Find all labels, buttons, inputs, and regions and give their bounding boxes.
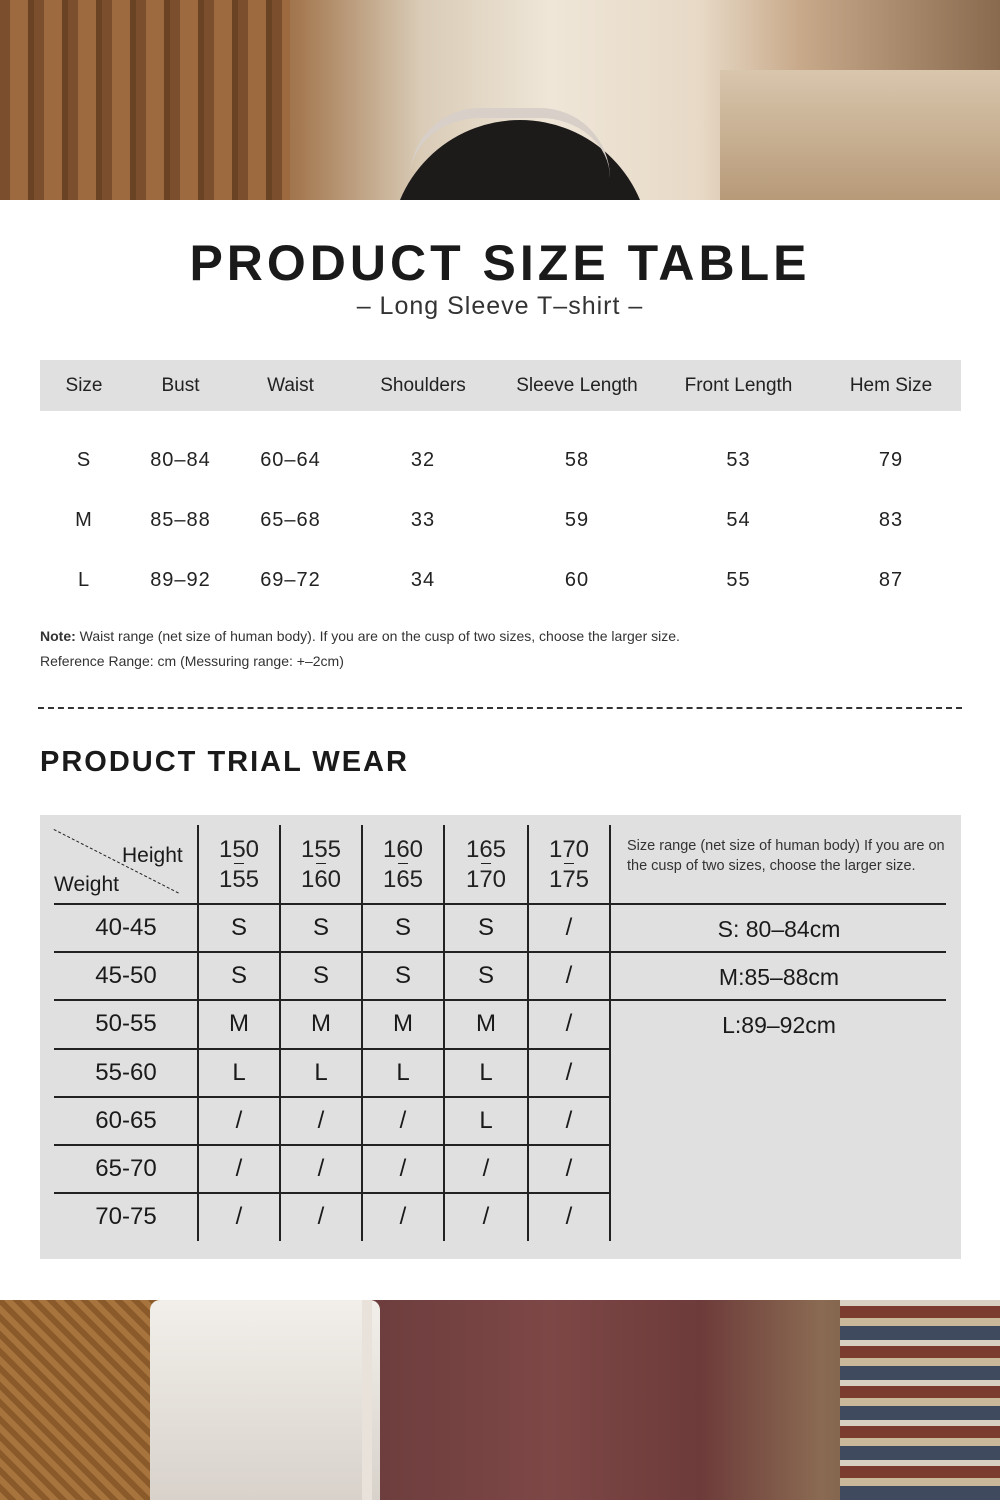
height-from: 150 bbox=[218, 836, 260, 863]
size-recommendation-cell: M bbox=[393, 1010, 413, 1038]
size-recommendation-cell: / bbox=[565, 1155, 573, 1183]
height-range-header bbox=[280, 825, 362, 904]
size-recommendation-cell: / bbox=[565, 1106, 573, 1134]
size-cell: L bbox=[77, 568, 91, 591]
book-stack bbox=[840, 1300, 1000, 1500]
size-recommendation-cell: S bbox=[230, 914, 247, 942]
trial-wear-title: PRODUCT TRIAL WEAR bbox=[40, 746, 409, 778]
size-cell: 55 bbox=[726, 568, 751, 591]
reference-range: Reference Range: cm (Messuring range: +–2cm) bbox=[40, 653, 344, 669]
size-recommendation-cell: M bbox=[311, 1010, 331, 1038]
height-range-header bbox=[362, 825, 444, 904]
size-cell: 58 bbox=[564, 448, 590, 471]
size-recommendation-cell: / bbox=[317, 1155, 325, 1183]
size-recommendation-cell: / bbox=[482, 1203, 490, 1231]
size-recommendation-cell: / bbox=[317, 1203, 325, 1231]
wooden-slats bbox=[0, 0, 290, 200]
size-recommendation-cell: / bbox=[235, 1155, 243, 1183]
height-from: 165 bbox=[465, 836, 507, 863]
height-range-header bbox=[444, 825, 528, 904]
size-note bbox=[40, 624, 680, 674]
size-cell: M bbox=[75, 508, 93, 531]
background-photo-bottom bbox=[0, 1300, 1000, 1500]
size-range-note: Size range (net size of human body) If you are on the cusp of two sizes, choose the larger size. bbox=[627, 838, 945, 874]
size-row bbox=[40, 550, 961, 610]
size-recommendation-cell: / bbox=[565, 914, 573, 942]
size-cell: 54 bbox=[726, 508, 751, 531]
size-range-item: S: 80–84cm bbox=[717, 916, 841, 942]
doorway bbox=[720, 70, 1000, 200]
size-recommendation-cell: S bbox=[230, 962, 247, 990]
height-from: 170 bbox=[548, 836, 590, 863]
size-cell: 89–92 bbox=[150, 568, 211, 591]
height-range-header bbox=[198, 825, 280, 904]
size-row bbox=[40, 490, 961, 550]
size-recommendation-cell: S bbox=[477, 914, 494, 942]
height-to: 160 bbox=[300, 866, 342, 893]
page-title: PRODUCT SIZE TABLE bbox=[189, 235, 811, 291]
size-recommendation-cell: L bbox=[232, 1058, 246, 1086]
wicker-basket bbox=[0, 1300, 170, 1500]
size-cell: 87 bbox=[878, 568, 904, 591]
weight-range-label: 70-75 bbox=[95, 1203, 157, 1231]
size-cell: 80–84 bbox=[150, 448, 211, 471]
size-cell: 79 bbox=[878, 448, 904, 471]
size-recommendation-cell: / bbox=[399, 1203, 407, 1231]
size-cell: 69–72 bbox=[260, 568, 321, 591]
height-from: 160 bbox=[382, 836, 424, 863]
size-recommendation-cell: L bbox=[479, 1058, 493, 1086]
weight-range-label: 45-50 bbox=[95, 962, 157, 990]
size-header-cell: Waist bbox=[233, 360, 348, 411]
height-to: 165 bbox=[382, 866, 424, 893]
size-recommendation-cell: / bbox=[399, 1155, 407, 1183]
product-size-table bbox=[40, 360, 961, 610]
size-recommendation-cell: / bbox=[235, 1203, 243, 1231]
height-to: 155 bbox=[218, 866, 260, 893]
size-recommendation-cell: / bbox=[565, 1058, 573, 1086]
size-cell: 60–64 bbox=[260, 448, 321, 471]
size-range-item: M:85–88cm bbox=[718, 964, 840, 991]
weight-range-label: 55-60 bbox=[95, 1058, 157, 1086]
height-from: 155 bbox=[300, 836, 342, 863]
height-to: 175 bbox=[548, 866, 590, 893]
background-photo-top bbox=[0, 0, 1000, 200]
corner-weight-label: Weight bbox=[54, 873, 119, 896]
size-recommendation-cell: / bbox=[317, 1106, 325, 1134]
size-recommendation-cell: / bbox=[565, 1010, 573, 1038]
page-subtitle: – Long Sleeve T–shirt – bbox=[356, 292, 644, 320]
size-recommendation-cell: / bbox=[482, 1155, 490, 1183]
size-row bbox=[40, 411, 961, 490]
size-recommendation-cell: M bbox=[476, 1010, 496, 1038]
size-recommendation-cell: S bbox=[394, 962, 411, 990]
size-recommendation-cell: S bbox=[477, 962, 494, 990]
size-header-cell: Sleeve Length bbox=[498, 360, 656, 411]
size-cell: 53 bbox=[726, 448, 751, 471]
size-recommendation-cell: / bbox=[399, 1106, 407, 1134]
size-recommendation-cell: / bbox=[565, 1203, 573, 1231]
trial-wear-table bbox=[40, 815, 961, 1259]
weight-range-label: 50-55 bbox=[95, 1010, 157, 1038]
size-chart-card bbox=[0, 200, 1000, 1300]
size-cell: 33 bbox=[410, 508, 436, 531]
size-recommendation-cell: / bbox=[565, 962, 573, 990]
size-cell: 85–88 bbox=[150, 508, 211, 531]
size-recommendation-cell: S bbox=[312, 962, 329, 990]
size-header-cell: Hem Size bbox=[821, 360, 961, 411]
size-recommendation-cell: / bbox=[235, 1106, 243, 1134]
weight-range-label: 40-45 bbox=[95, 914, 157, 942]
note-label: Note: bbox=[40, 628, 76, 644]
size-cell: 59 bbox=[564, 508, 590, 531]
size-recommendation-cell: S bbox=[312, 914, 329, 942]
corner-height-label: Height bbox=[122, 844, 183, 867]
headband bbox=[410, 108, 610, 178]
size-cell: S bbox=[76, 448, 92, 471]
size-recommendation-cell: L bbox=[479, 1106, 493, 1134]
weight-range-label: 65-70 bbox=[95, 1155, 157, 1183]
size-recommendation-cell: L bbox=[396, 1058, 410, 1086]
size-recommendation-cell: M bbox=[229, 1010, 249, 1038]
size-cell: 34 bbox=[410, 568, 436, 591]
tote-bag bbox=[150, 1300, 380, 1500]
size-cell: 83 bbox=[878, 508, 904, 531]
size-header-cell: Front Length bbox=[656, 360, 821, 411]
bag-strap bbox=[362, 1300, 372, 1500]
size-range-item: L:89–92cm bbox=[722, 1012, 836, 1039]
size-header-cell: Size bbox=[40, 360, 128, 411]
size-cell: 32 bbox=[410, 448, 436, 471]
size-table-header bbox=[40, 360, 961, 411]
size-header-cell: Bust bbox=[128, 360, 233, 411]
note-text: Waist range (net size of human body). If you are on the cusp of two sizes, choose the larger size. bbox=[75, 628, 680, 644]
section-divider bbox=[38, 707, 962, 709]
size-cell: 60 bbox=[564, 568, 590, 591]
size-header-cell: Shoulders bbox=[348, 360, 498, 411]
size-recommendation-cell: S bbox=[394, 914, 411, 942]
weight-range-label: 60-65 bbox=[95, 1106, 157, 1134]
size-recommendation-cell: L bbox=[314, 1058, 328, 1086]
size-cell: 65–68 bbox=[260, 508, 321, 531]
height-to: 170 bbox=[465, 866, 507, 893]
height-range-header bbox=[528, 825, 610, 904]
